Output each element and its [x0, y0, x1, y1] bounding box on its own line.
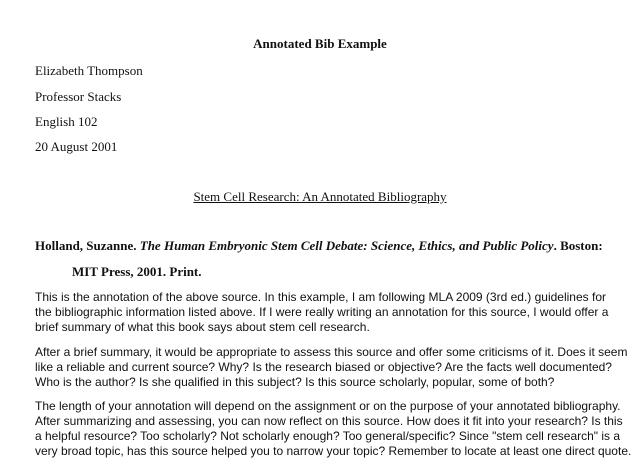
course-name: English 102: [35, 114, 98, 129]
paragraph-line: After summarizing and assessing, you can now reflect on this source. How does it fit into your research? Is this: [35, 414, 623, 428]
citation-first-line: [35, 238, 635, 254]
paragraph-line: a helpful resource? Too scholarly? Not scholarly enough? Too general/specific? Since "stem cell research" is a: [35, 429, 621, 443]
document-date: 20 August 2001: [35, 139, 118, 154]
paragraph-line: very broad topic, has this source helped you to narrow your topic? Remember to locate at least one direct quote.: [35, 444, 632, 458]
paragraph-line: After a brief summary, it would be appropriate to assess this source and offer some criticisms of it. Does it seem: [35, 345, 628, 359]
citation-place: . Boston:: [553, 238, 603, 253]
annotation-paragraph: [35, 399, 635, 459]
document-title: Annotated Bib Example: [253, 36, 387, 51]
annotation-paragraph: [35, 345, 635, 390]
citation-author: Holland, Suzanne.: [35, 238, 137, 253]
paragraph-line: The length of your annotation will depend on the assignment or on the purpose of your annotated bibliography.: [35, 399, 621, 413]
paragraph-line: Who is the author? Is she qualified in this subject? Is this source scholarly, popular, some of both?: [35, 375, 555, 389]
bibliography-title-text: Stem Cell Research: An Annotated Bibliography: [193, 189, 447, 204]
citation-book-title: The Human Embryonic Stem Cell Debate: Science, Ethics, and Public Policy: [139, 238, 554, 253]
paragraph-line: brief summary of what this book says about stem cell research.: [35, 320, 370, 334]
bibliography-title: [0, 189, 640, 205]
author-name: Elizabeth Thompson: [35, 63, 143, 78]
annotation-paragraph: [35, 290, 635, 335]
paragraph-line: the bibliographic information listed above. If I were really writing an annotation for this source, I would offer a: [35, 305, 609, 319]
paragraph-line: like a reliable and current source? Why? Is the research biased or objective? Are the facts well documented?: [35, 360, 612, 374]
paragraph-line: This is the annotation of the above source. In this example, I am following MLA 2009 (3rd ed.) guidelines for: [35, 290, 606, 304]
citation-second-line: MIT Press, 2001. Print.: [72, 264, 202, 279]
professor-name: Professor Stacks: [35, 89, 122, 104]
